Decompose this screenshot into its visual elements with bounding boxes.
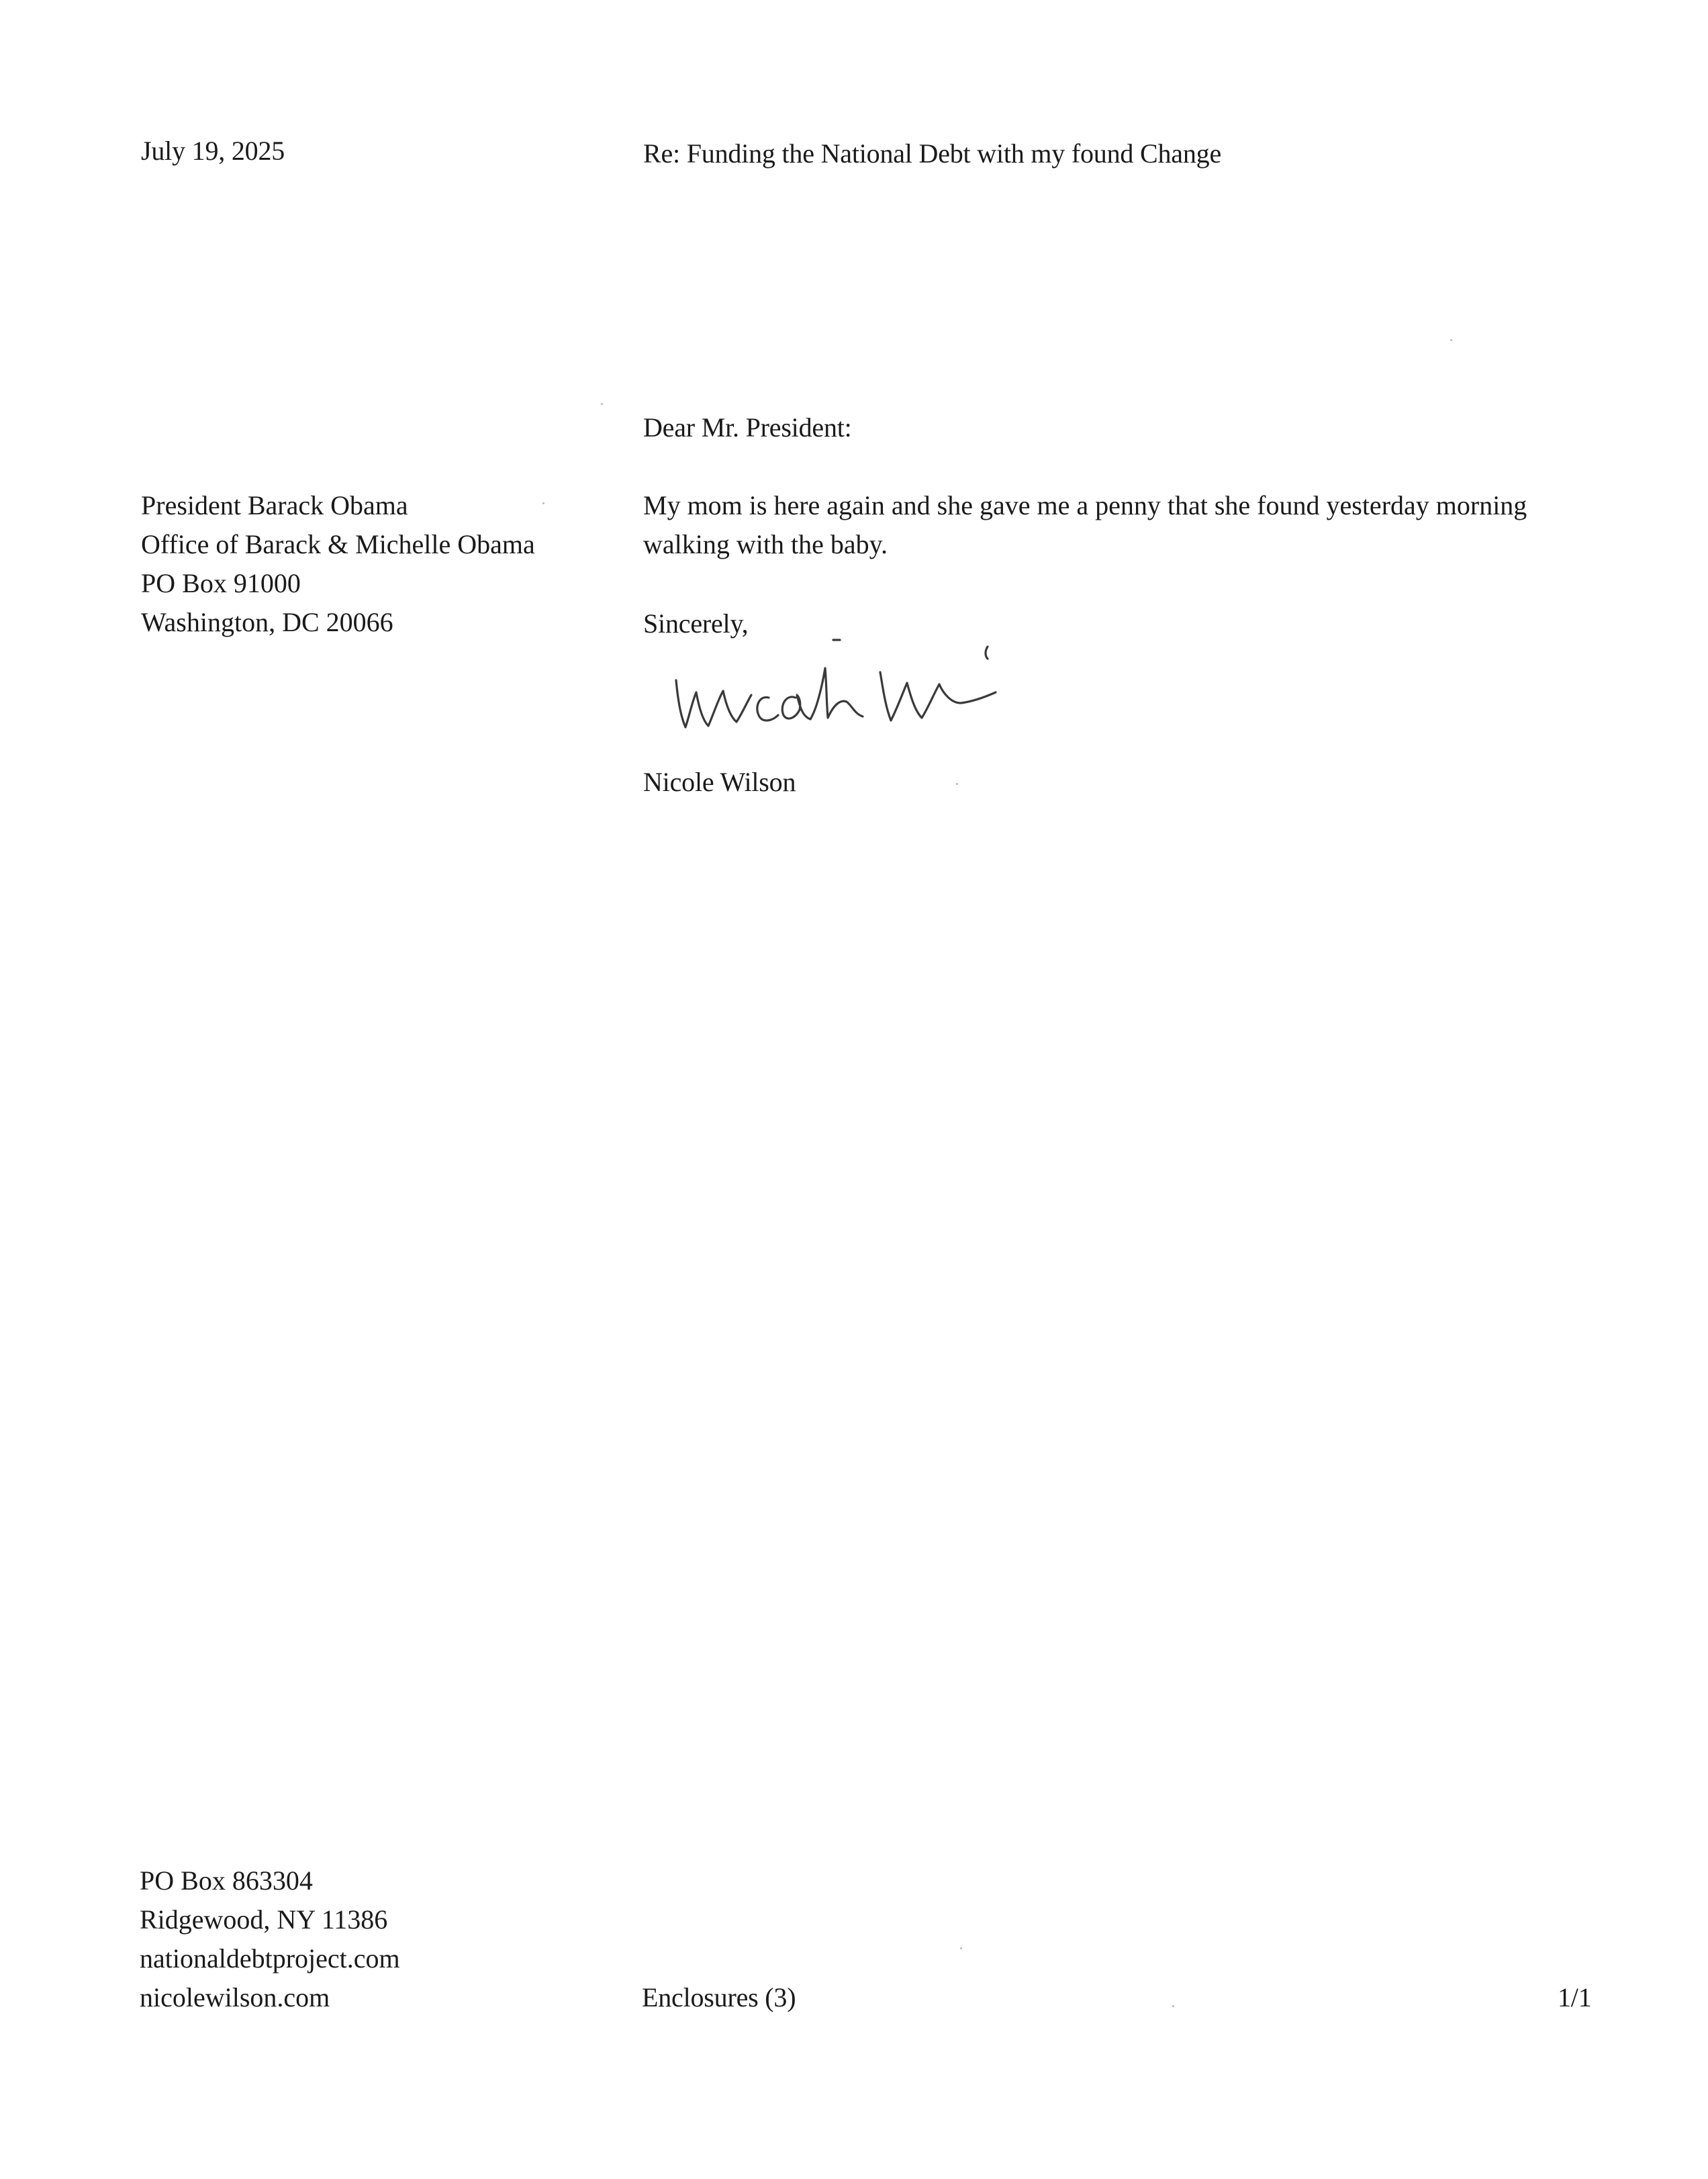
body-line: My mom is here again and she gave me a penny that she found yesterday morning [643,490,1527,520]
letter-body [643,486,1527,564]
recipient-address [141,486,535,642]
recipient-line: Washington, DC 20066 [141,607,393,637]
scan-speck [601,403,603,405]
scan-speck [1450,339,1452,341]
sender-line: nicolewilson.com [140,1982,330,2012]
signature-name: Nicole Wilson [643,767,796,797]
recipient-line: PO Box 91000 [141,568,301,598]
enclosures-note: Enclosures (3) [642,1982,796,2012]
sender-line: Ridgewood, NY 11386 [140,1904,388,1935]
recipient-line: Office of Barack & Michelle Obama [141,529,535,559]
scan-speck [960,1947,962,1949]
sender-line: nationaldebtproject.com [140,1943,400,1974]
signature-icon [661,628,1024,742]
recipient-line: President Barack Obama [141,490,408,520]
scan-speck [542,502,544,504]
scan-speck [956,783,958,785]
sender-line: PO Box 863304 [140,1865,313,1896]
scan-speck [1172,2005,1174,2007]
salutation: Dear Mr. President: [643,412,852,443]
letter-date: July 19, 2025 [141,136,285,166]
letter-subject: Re: Funding the National Debt with my found Change [643,138,1221,169]
closing: Sincerely, [643,608,749,639]
sender-address [140,1861,400,2017]
body-line: walking with the baby. [643,529,888,559]
page-number: 1/1 [1558,1982,1592,2012]
